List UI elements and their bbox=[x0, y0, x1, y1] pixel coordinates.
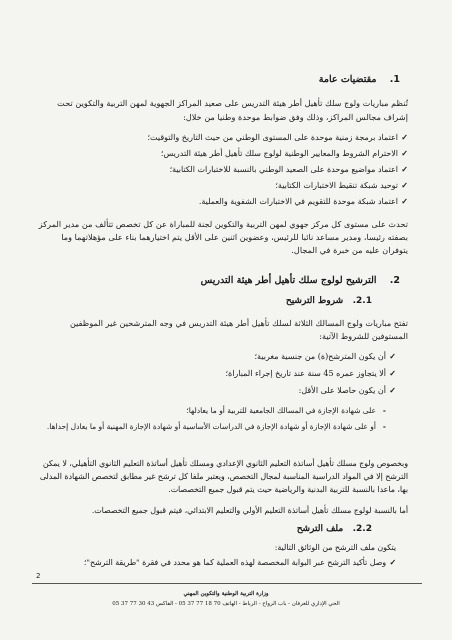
list-item: ✓الاحترام الشروط والمعايير الوطنية لولوج سلك تأهيل أطر هيئة التدريس؛ bbox=[160, 148, 408, 158]
list-item: ✓اعتماد شبكة موحدة للتقويم في الاختبارات الشفوية والعملية. bbox=[198, 196, 408, 206]
check-icon: ✓ bbox=[401, 164, 408, 174]
dash-icon: - bbox=[382, 422, 386, 431]
check-icon: ✓ bbox=[401, 180, 408, 190]
list-item: -على شهادة الإجازة في المسالك الجامعية للتربية أو ما يعادلها؛ bbox=[186, 406, 386, 415]
list-item: ✓أن يكون حاصلا على الأقل: bbox=[298, 385, 396, 395]
check-icon: ✓ bbox=[389, 385, 396, 395]
list-item: -أو على شهادة الإجازة أو شهادة الإجازة في الدراسات الأساسية أو شهادة الإجازة المهنية أو ما يعادل إحداها. bbox=[46, 422, 386, 431]
section-1-title: مقتضيات عامة bbox=[318, 74, 377, 85]
check-icon: ✓ bbox=[389, 558, 396, 567]
list-item: ✓اعتماد مواضيع موحدة على الصعيد الوطني بالنسبة للاختبارات الكتابية؛ bbox=[169, 164, 408, 174]
dash-icon: - bbox=[382, 406, 386, 415]
specialization-paragraph: وبخصوص ولوج مسلك تأهيل أساتذة التعليم الثانوي الإعدادي ومسلك تأهيل أساتذة التعليم الثانوي التأهيلي، لا يمكن الترشح إلا في المواد الدراسية المناسبة لمجال التخصص، ويعتبر ملفا كل ترشح غير مطابق لتخصص الشهادة المدلى بها، ماعدا بالنسبة للتربية البدنية والرياضية حيث يتم قبول جميع التخصصات. bbox=[39, 459, 408, 494]
footer-divider bbox=[32, 583, 422, 584]
check-icon: ✓ bbox=[401, 196, 408, 206]
list-item: ✓ألا يتجاوز عمره 45 سنة عند تاريخ إجراء المباراة؛ bbox=[225, 368, 396, 378]
section-2-title: الترشيح لولوج سلك تأهيل أطر هيئة التدريس bbox=[200, 275, 377, 286]
section-2-number: 2. bbox=[389, 275, 400, 286]
list-item: ✓اعتماد برمجة زمنية موحدة على المستوى الوطني من حيث التاريخ والتوقيت؛ bbox=[147, 132, 408, 142]
check-icon: ✓ bbox=[401, 148, 408, 158]
footer-ministry: وزارة التربية الوطنية والتكوين المهني bbox=[183, 591, 269, 597]
degrees-list bbox=[42, 405, 386, 433]
check-icon: ✓ bbox=[389, 368, 396, 378]
list-item: ✓وصل تأكيد الترشح عبر البوابة المخصصة لهذه العملية كما هو محدد في فقرة "طريقة الترشح"؛ bbox=[83, 558, 396, 567]
page-number: 2 bbox=[36, 572, 41, 580]
subsection-2-1-intro: تفتح مباريات ولوج المسالك الثلاثة لسلك تأهيل أطر هيئة التدريس في وجه المترشحين غير الموظفين المستوفين للشروط الآتية: bbox=[69, 318, 408, 341]
file-list bbox=[56, 556, 396, 569]
footer-address: الحي الإداري للعرفان - باب الرواح - الرباط - الهاتف 70 18 77 37 05 - الفاكس 43 30 77 37 05 bbox=[112, 601, 340, 607]
conditions-list bbox=[66, 350, 396, 397]
section-1-heading bbox=[40, 74, 400, 85]
list-item: ✓توحيد شبكة تنقيط الاختبارات الكتابية؛ bbox=[275, 180, 408, 190]
committee-paragraph: تحدث على مستوى كل مركز جهوي لمهن التربية والتكوين لجنة للمباراة عن كل تخصص تتألف من مدير المركز بصفته رئيسا، ومدير مساعد نائبا للرئيس، وعضوين اثنين على الأقل يتم اختيارهما بناء على مؤهلاتهما وما يتوفران عليه من خبرة في المجال. bbox=[38, 219, 408, 255]
list-item: ✓أن يكون المترشح(ة) من جنسية مغربية؛ bbox=[254, 351, 396, 361]
section-1-number: 1. bbox=[389, 74, 400, 85]
section-1-list bbox=[68, 131, 408, 208]
check-icon: ✓ bbox=[401, 132, 408, 142]
subsection-2-2-heading: 2.2. ملف الترشح bbox=[296, 524, 372, 534]
section-2-heading bbox=[40, 275, 400, 286]
subsection-2-1-heading: 2.1. شروط الترشيح bbox=[285, 296, 372, 306]
primary-paragraph: أما بالنسبة لولوج مسلك تأهيل أساتذة التعليم الأولي والتعليم الابتدائي، فيتم قبول جميع التخصصات. bbox=[91, 506, 408, 515]
section-1-intro: تُنظم مباريات ولوج سلك تأهيل أطر هيئة التدريس على صعيد المراكز الجهوية لمهن التربية والتكوين تحت إشراف مجالس المراكز، وذلك وفق ضوابط موحدة وطنيا من خلال: bbox=[57, 98, 408, 122]
check-icon: ✓ bbox=[389, 351, 396, 361]
subsection-2-2-intro: يتكون ملف الترشح من الوثائق التالية: bbox=[274, 543, 396, 552]
